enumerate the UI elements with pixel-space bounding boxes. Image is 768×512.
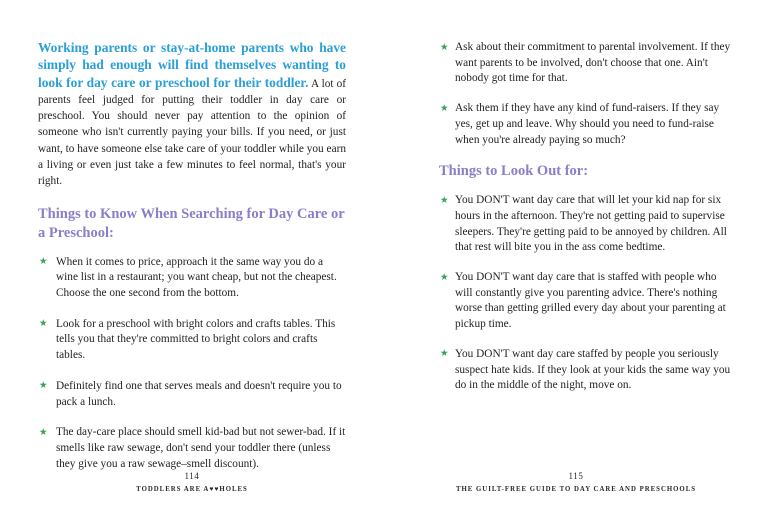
star-bullet-icon: ★: [39, 427, 48, 438]
star-bullet-icon: ★: [39, 319, 48, 330]
list-item-text: Look for a preschool with bright colors and crafts tables. This tells you that they're committed to bright colors and crafts tables.: [56, 317, 336, 362]
star-bullet-icon: ★: [440, 349, 449, 360]
list-item-text: You DON'T want day care staffed by people you seriously suspect hate kids. If they look at your kids the same way you do in the middle of the night, move on.: [455, 347, 731, 392]
star-bullet-icon: ★: [440, 103, 449, 114]
list-item: [38, 317, 346, 364]
page-number: 114: [184, 471, 200, 481]
list-item: [439, 101, 735, 148]
intro-lead-text: Working parents or stay-at-home parents who have simply had enough will find themselves wanting to look for day care or preschool for their toddler.: [38, 40, 346, 90]
left-page-column: [38, 40, 346, 487]
list-item-text: Definitely find one that serves meals and doesn't require you to pack a lunch.: [56, 379, 342, 408]
list-item: [439, 347, 735, 394]
list-item-text: Ask about their commitment to parental involvement. If they want parents to be involved, don't choose that one. Ain't nobody got time for that.: [455, 41, 731, 85]
list-item: [38, 379, 346, 410]
list-item-text: When it comes to price, approach it the same way you do a wine list in a restaurant; you want cheap, but not the cheapest. Choose the one second from the bottom.: [56, 255, 337, 300]
list-item: [439, 40, 735, 87]
list-item: [38, 255, 346, 302]
list-item: [439, 270, 735, 333]
intro-body-text: A lot of parents feel judged for putting their toddler in day care or preschool. You should never pay attention to the opinion of someone who isn't currently paying your bills. If you need, or just want, to have someone else take care of your toddler while you earn a living or even just take a few minutes to feel normal, that's your right.: [38, 77, 347, 188]
page-number: 115: [568, 471, 584, 481]
star-bullet-icon: ★: [39, 257, 48, 268]
list-item: [38, 425, 346, 472]
running-footer: TODDLERS ARE A♥♥HOLES: [136, 486, 248, 493]
list-item-text: The day-care place should smell kid-bad but not sewer-bad. If it smells like raw sewage, don't send your toddler there (unless they give you a raw sewage–smell discount).: [56, 426, 346, 470]
running-footer: THE GUILT-FREE GUIDE TO DAY CARE AND PRESCHOOLS: [455, 486, 697, 493]
list-item-text: You DON'T want day care that will let your kid nap for six hours in the afternoon. They're not getting paid to supervise sleepers. They're getting paid to be annoyed by children. All that rest will bite you in the ass come bedtime.: [455, 194, 727, 254]
star-bullet-icon: ★: [440, 272, 449, 283]
star-bullet-icon: ★: [440, 195, 449, 206]
section-heading-know: Things to Know When Searching for Day Care or a Preschool:: [38, 205, 345, 241]
intro-paragraph: [38, 40, 346, 190]
section-heading-lookout: Things to Look Out for:: [439, 163, 589, 180]
star-bullet-icon: ★: [39, 381, 48, 392]
right-page-column: [439, 40, 735, 408]
list-item-text: You DON'T want day care that is staffed with people who will constantly give you parenting advice. There's nothing worse than getting grilled every day about your parenting at pickup time.: [455, 271, 726, 331]
list-item: [439, 193, 735, 256]
list-item-text: Ask them if they have any kind of fund-raisers. If they say yes, get up and leave. Why should you need to fund-raise when you're already paying so much?: [455, 102, 720, 146]
star-bullet-icon: ★: [440, 42, 449, 53]
